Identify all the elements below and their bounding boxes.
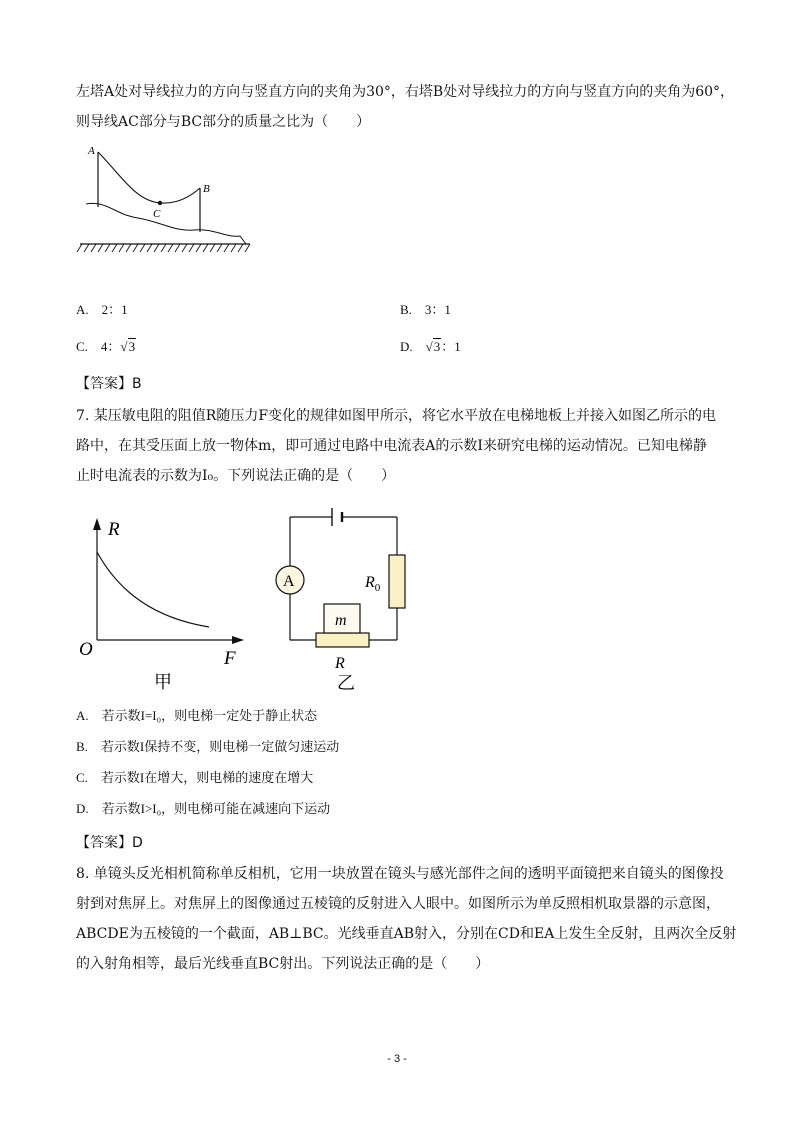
q7-circuit-diagram xyxy=(272,505,422,700)
q7-option-a: A. 若示数I=I₀，则电梯一定处于静止状态 xyxy=(76,708,318,723)
q8-text-line-1: 8. 单镜头反光相机简称单反相机，它用一块放置在镜头与感光部件之间的透明平面镜把来自镜头的图像投 xyxy=(76,866,724,882)
sqrt-symbol: √3 xyxy=(425,339,441,354)
page-number: - 3 - xyxy=(387,1053,407,1065)
q7-text-line-2: 路中，在其受压面上放一物体m，即可通过电路中电流表A的示数I来研究电梯的运动情况。已知电梯静 xyxy=(76,438,707,454)
q6-option-d-radicand: 3 xyxy=(433,339,441,354)
q6-option-d xyxy=(400,338,461,356)
q6-label-c: C xyxy=(153,208,161,220)
q6-label-a: A xyxy=(88,145,95,157)
q7-graph-r-vs-f xyxy=(74,512,254,697)
q6-option-c-radicand: 3 xyxy=(128,339,136,354)
q6-option-d-prefix: D. xyxy=(400,339,426,354)
q7-answer: 【答案】D xyxy=(76,835,143,851)
graph-caption: 甲 xyxy=(154,672,172,693)
graph-y-label: R xyxy=(108,519,120,540)
circuit-caption: 乙 xyxy=(337,673,355,694)
q7-text-line-1: 7. 某压敏电阻的阻值R随压力F变化的规律如图甲所示，将它水平放在电梯地板上并接入如图乙所示的电 xyxy=(76,408,717,424)
q6-text-line-2: 则导线AC部分与BC部分的质量之比为（ ） xyxy=(76,114,371,130)
q6-option-c xyxy=(76,338,136,356)
q8-text-line-3: ABCDE为五棱镜的一个截面，AB⊥BC。光线垂直AB射入，分别在CD和EA上发生全反射，且两次全反射 xyxy=(76,926,737,942)
q7-option-d: D. 若示数I>I₀，则电梯可能在减速向下运动 xyxy=(76,801,331,816)
r0-letter: R xyxy=(365,574,375,591)
ammeter-label: A xyxy=(283,573,295,590)
r0-subscript: 0 xyxy=(374,582,381,594)
q8-text-line-4: 的入射角相等，最后光线垂直BC射出。下列说法正确的是（ ） xyxy=(76,956,490,972)
q6-answer: 【答案】B xyxy=(76,376,142,392)
mass-label: m xyxy=(335,612,347,629)
q6-option-b: B. 3：1 xyxy=(400,302,451,317)
sqrt-symbol: √3 xyxy=(120,339,136,354)
q6-label-b: B xyxy=(203,183,210,195)
r0-label xyxy=(364,574,381,594)
q7-option-b: B. 若示数I保持不变，则电梯一定做匀速运动 xyxy=(76,739,340,754)
q6-option-d-suffix: ：1 xyxy=(441,339,461,354)
q8-text-line-2: 射到对焦屏上。对焦屏上的图像通过五棱镜的反射进入人眼中。如图所示为单反照相机取景器的示意图， xyxy=(76,896,720,912)
graph-origin-label: O xyxy=(79,639,93,660)
q6-tower-wire-figure xyxy=(76,140,256,260)
q6-option-a: A. 2：1 xyxy=(76,302,128,317)
q7-text-line-3: 止时电流表的示数为I₀。下列说法正确的是（ ） xyxy=(76,468,396,484)
graph-x-label: F xyxy=(224,648,236,669)
q6-option-c-prefix: C. 4： xyxy=(76,339,121,354)
q6-text-line-1: 左塔A处对导线拉力的方向与竖直方向的夹角为30°，右塔B处对导线拉力的方向与竖直方向的夹角为60°， xyxy=(76,84,735,100)
q7-option-c: C. 若示数I在增大，则电梯的速度在增大 xyxy=(76,770,314,785)
r-label: R xyxy=(335,655,345,672)
